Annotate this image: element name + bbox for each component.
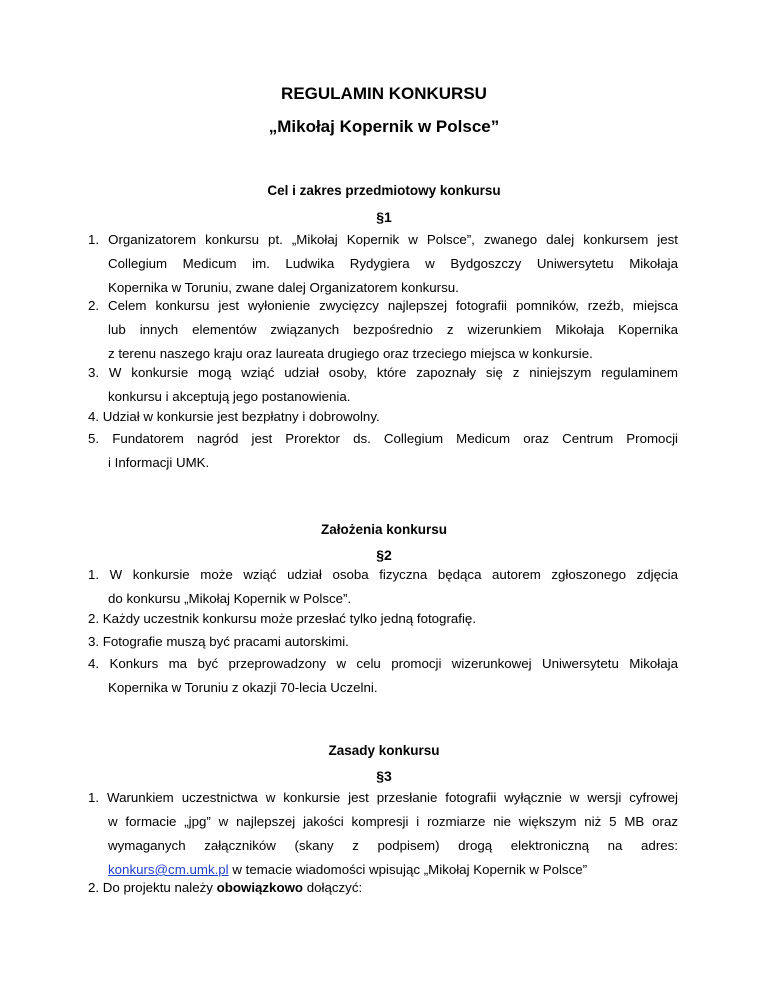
item-line: Kopernika w Toruniu z okazji 70-lecia Uczelni. — [108, 680, 378, 695]
item-line: Kopernika w Toruniu, zwane dalej Organizatorem konkursu. — [108, 280, 459, 295]
document-title: REGULAMIN KONKURSU — [281, 84, 487, 103]
section-heading: Zasady konkursu — [328, 743, 440, 758]
item-line: 1. Warunkiem uczestnictwa w konkursie jest przesłanie fotografii wyłącznie w wersji cyfrowej — [88, 790, 678, 805]
email-tail-text: w temacie wiadomości wpisując „Mikołaj Kopernik w Polsce” — [228, 862, 588, 877]
section-heading: Cel i zakres przedmiotowy konkursu — [267, 183, 501, 198]
item-line: 4. Konkurs ma być przeprowadzony w celu promocji wizerunkowej Uniwersytetu Mikołaja — [88, 656, 678, 671]
document-subtitle: „Mikołaj Kopernik w Polsce” — [268, 117, 500, 136]
item-line: wymaganych załączników (skany z podpisem) drogą elektroniczną na adres: — [108, 838, 678, 853]
item-line: Collegium Medicum im. Ludwika Rydygiera w Bydgoszczy Uniwersytetu Mikołaja — [108, 256, 678, 271]
item-line — [88, 876, 678, 900]
item-line: z terenu naszego kraju oraz laureata drugiego oraz trzeciego miejsca w konkursie. — [108, 346, 593, 361]
email-link[interactable]: konkurs@cm.umk.pl — [108, 862, 229, 877]
paragraph-mark: §2 — [376, 547, 392, 563]
item-line: 1. Organizatorem konkursu pt. „Mikołaj Kopernik w Polsce”, zwanego dalej konkursem jest — [88, 232, 678, 247]
list-item — [88, 876, 678, 900]
list-item — [88, 652, 678, 700]
item-line: lub innych elementów związanych bezpośrednio z wizerunkiem Mikołaja Kopernika — [108, 322, 678, 337]
paragraph-mark: §3 — [376, 768, 392, 784]
item2-bold: obowiązkowo — [216, 880, 304, 895]
item-line: 3. Fotografie muszą być pracami autorskimi. — [88, 634, 349, 649]
item-line: 5. Fundatorem nagród jest Prorektor ds. Collegium Medicum oraz Centrum Promocji — [88, 431, 678, 446]
item-line: 4. Udział w konkursie jest bezpłatny i dobrowolny. — [88, 409, 380, 424]
list-item — [88, 563, 678, 611]
list-item — [88, 607, 678, 631]
item-line: i Informacji UMK. — [108, 455, 210, 470]
item-line: w formacie „jpg” w najlepszej jakości kompresji i rozmiarze nie większym niż 5 MB oraz — [108, 814, 678, 829]
item-line: 2. Celem konkursu jest wyłonienie zwycięzcy najlepszej fotografii pomników, rzeźb, miejsca — [88, 298, 678, 313]
paragraph-mark: §1 — [376, 209, 392, 225]
list-item — [88, 228, 678, 300]
list-item — [88, 361, 678, 409]
list-item — [88, 630, 678, 654]
section-heading: Założenia konkursu — [320, 522, 448, 537]
item2-start: 2. Do projektu należy — [88, 880, 217, 895]
item-line: konkursu i akceptują jego postanowienia. — [108, 389, 351, 404]
list-item — [88, 427, 678, 475]
list-item — [88, 405, 678, 429]
list-item — [88, 786, 678, 882]
item-line: 2. Każdy uczestnik konkursu może przesłać tylko jedną fotografię. — [88, 611, 477, 626]
list-item — [88, 294, 678, 366]
item-line: 3. W konkursie mogą wziąć udział osoby, które zapoznały się z niniejszym regulaminem — [88, 365, 678, 380]
item2-end: dołączyć: — [303, 880, 363, 895]
item-line: 1. W konkursie może wziąć udział osoba fizyczna będąca autorem zgłoszonego zdjęcia — [88, 567, 678, 582]
item-line: do konkursu „Mikołaj Kopernik w Polsce”. — [108, 591, 352, 606]
